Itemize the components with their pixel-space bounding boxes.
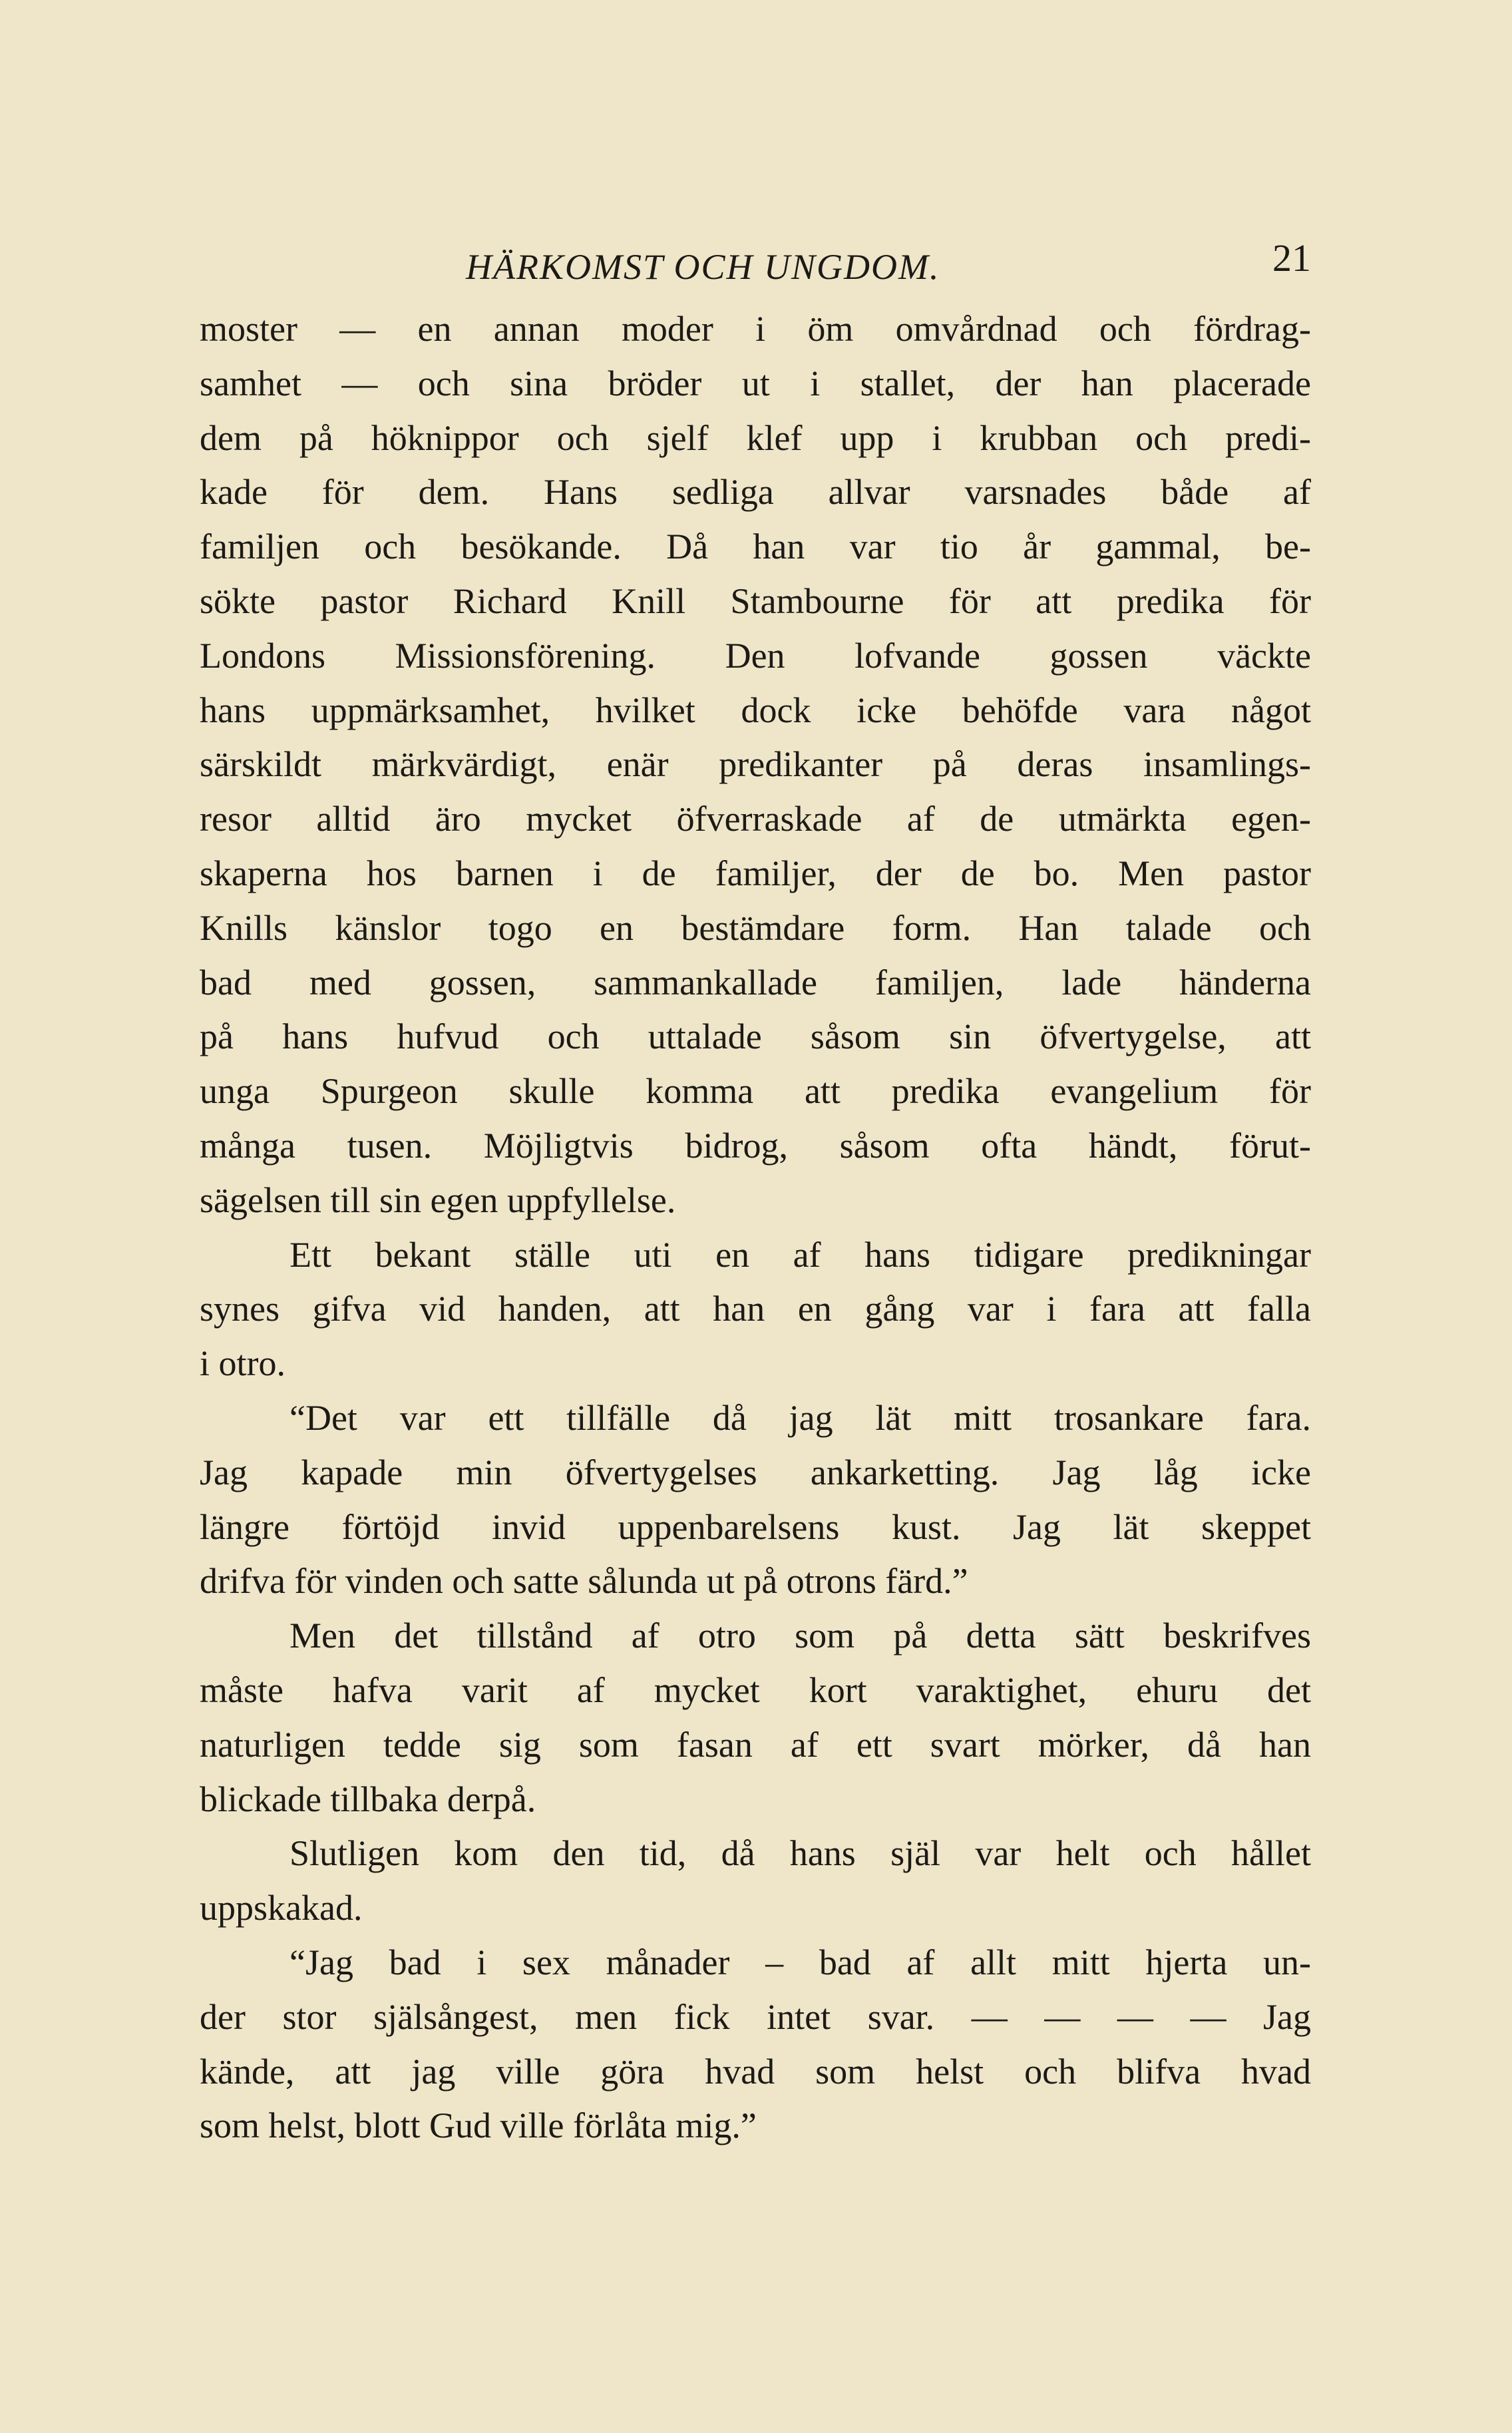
text-line: skaperna hos barnen i de familjer, der de bo. Men pastor bbox=[200, 853, 1311, 893]
text-line: längre förtöjd invid uppenbarelsens kust. Jag lät skeppet bbox=[200, 1506, 1311, 1547]
text-line: hans uppmärksamhet, hvilket dock icke behöfde vara något bbox=[200, 690, 1311, 730]
text-line: dem på höknippor och sjelf klef upp i krubban och predi- bbox=[200, 417, 1311, 458]
page-number: 21 bbox=[1272, 236, 1311, 280]
text-line: som helst, blott Gud ville förlåta mig.” bbox=[200, 2105, 757, 2146]
text-line: “Jag bad i sex månader – bad af allt mitt hjerta un- bbox=[289, 1942, 1311, 1982]
text-line: synes gifva vid handen, att han en gång var i fara att falla bbox=[200, 1289, 1311, 1329]
text-line: Men det tillstånd af otro som på detta sätt beskrifves bbox=[289, 1616, 1311, 1656]
text-line: på hans hufvud och uttalade såsom sin öfvertygelse, att bbox=[200, 1016, 1311, 1057]
text-line: särskildt märkvärdigt, enär predikanter på deras insamlings- bbox=[200, 744, 1311, 785]
page-header bbox=[200, 220, 1311, 300]
text-line: familjen och besökande. Då han var tio år gammal, be- bbox=[200, 527, 1311, 567]
text-line: resor alltid äro mycket öfverraskade af de utmärkta egen- bbox=[200, 799, 1311, 839]
text-line: sägelsen till sin egen uppfyllelse. bbox=[200, 1180, 676, 1220]
text-line: Ett bekant ställe uti en af hans tidigare predikningar bbox=[289, 1234, 1311, 1275]
text-line: blickade tillbaka derpå. bbox=[200, 1779, 536, 1819]
text-line: naturligen tedde sig som fasan af ett svart mörker, då han bbox=[200, 1724, 1311, 1765]
text-line: moster — en annan moder i öm omvårdnad och fördrag- bbox=[200, 309, 1311, 349]
text-line: der stor själsångest, men fick intet svar. — — — — Jag bbox=[200, 1996, 1311, 2037]
body-text bbox=[200, 302, 1311, 2153]
text-line: Slutligen kom den tid, då hans själ var helt och hållet bbox=[289, 1833, 1311, 1874]
text-line: måste hafva varit af mycket kort varaktighet, ehuru det bbox=[200, 1669, 1311, 1710]
text-line: bad med gossen, sammankallade familjen, lade händerna bbox=[200, 962, 1311, 1002]
text-line: Knills känslor togo en bestämdare form. Han talade och bbox=[200, 907, 1311, 948]
text-line: många tusen. Möjligtvis bidrog, såsom ofta händt, förut- bbox=[200, 1125, 1311, 1166]
text-line: uppskakad. bbox=[200, 1888, 363, 1928]
text-line: kände, att jag ville göra hvad som helst och blifva hvad bbox=[200, 2051, 1311, 2092]
running-title: HÄRKOMST OCH UNGDOM. bbox=[466, 247, 940, 287]
text-line: i otro. bbox=[200, 1343, 285, 1384]
text-line: Jag kapade min öfvertygelses ankarketting. Jag låg icke bbox=[200, 1452, 1311, 1492]
text-line: drifva för vinden och satte sålunda ut på otrons färd.” bbox=[200, 1561, 968, 1602]
text-line: “Det var ett tillfälle då jag lät mitt trosankare fara. bbox=[289, 1397, 1311, 1438]
text-line: unga Spurgeon skulle komma att predika evangelium för bbox=[200, 1071, 1311, 1112]
text-line: kade för dem. Hans sedliga allvar varsnades både af bbox=[200, 472, 1311, 513]
text-line: Londons Missionsförening. Den lofvande gossen väckte bbox=[200, 635, 1311, 676]
book-page bbox=[200, 220, 1311, 2153]
text-line: samhet — och sina bröder ut i stallet, der han placerade bbox=[200, 363, 1311, 403]
text-line: sökte pastor Richard Knill Stambourne för att predika för bbox=[200, 580, 1311, 621]
